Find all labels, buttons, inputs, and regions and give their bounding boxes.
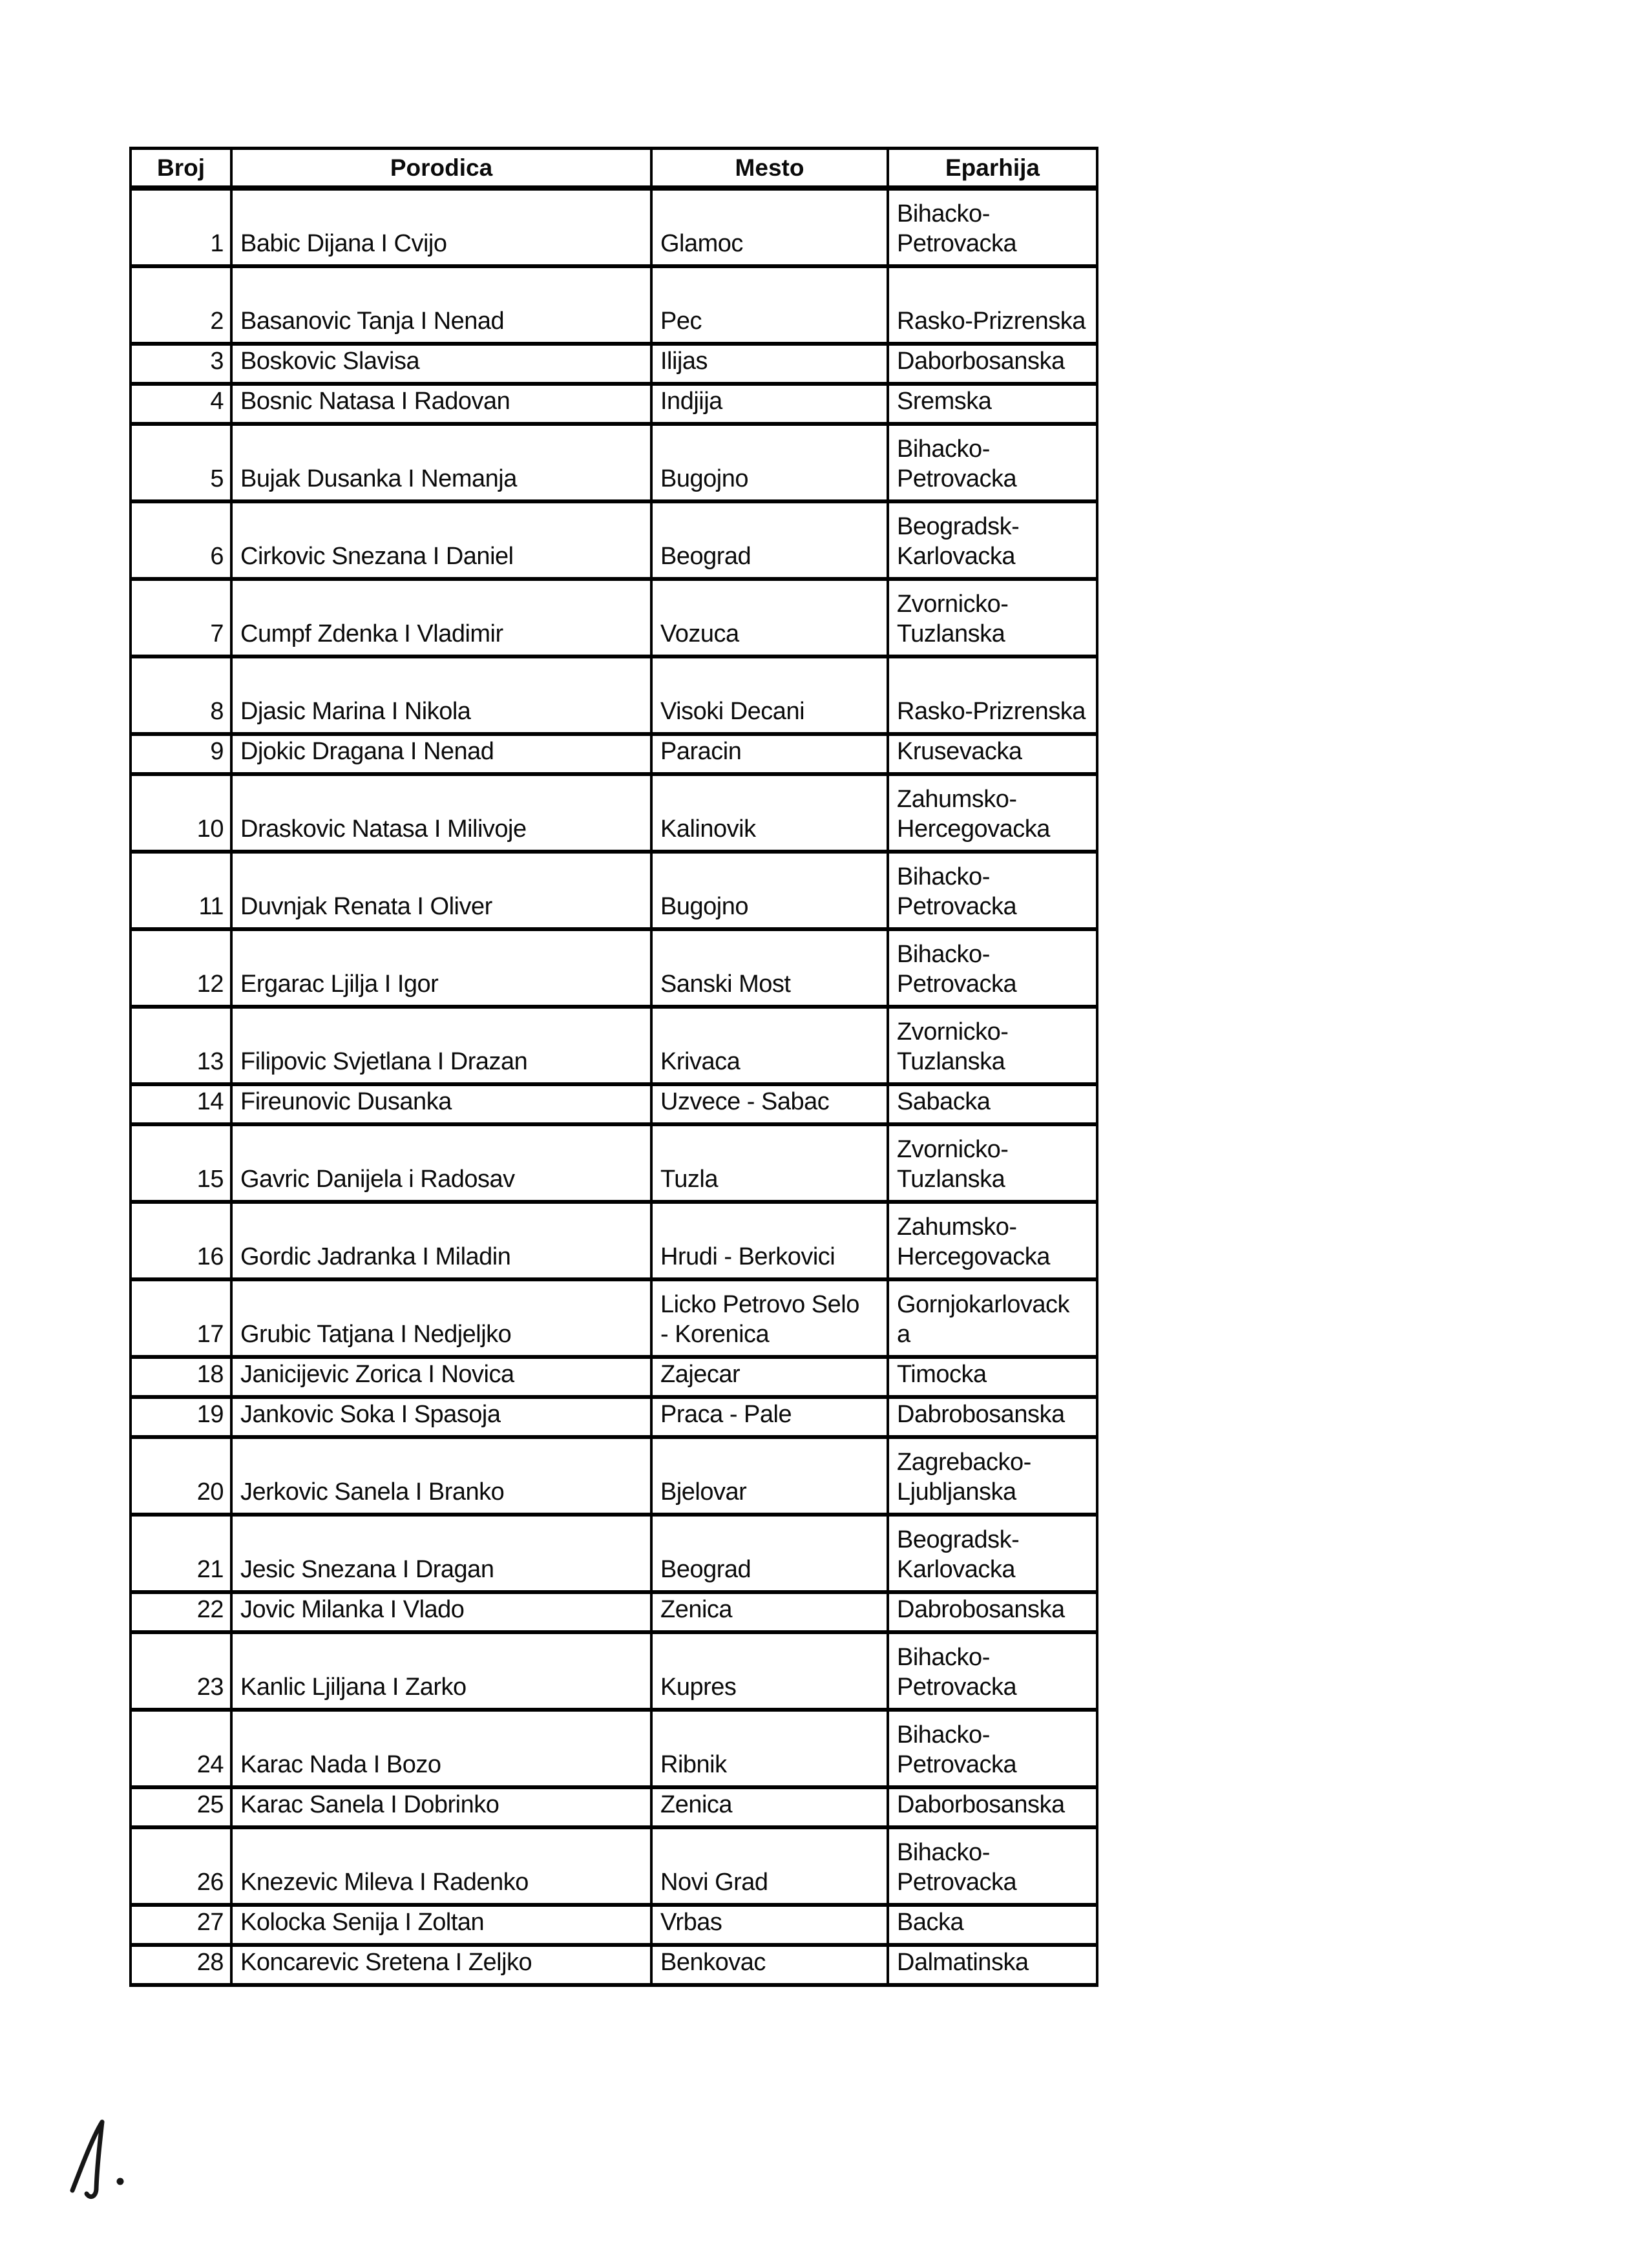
- cell-eparhija: [887, 346, 1096, 382]
- eparchy-line: Zahumsko-: [897, 1213, 1017, 1241]
- table-row: [132, 776, 1096, 854]
- eparchy-line: Ljubljanska: [897, 1478, 1016, 1506]
- cell-porodica: [230, 1712, 650, 1785]
- cell-broj: [132, 1829, 230, 1903]
- eparchy-line: Beogradsk-: [897, 1526, 1020, 1553]
- cell-porodica: [230, 1359, 650, 1395]
- cell-broj: [132, 1009, 230, 1082]
- cell-mesto: [650, 1359, 887, 1395]
- family-name: Jovic Milanka I Vlado: [240, 1596, 465, 1623]
- eparchy-line: Bihacko-: [897, 1721, 990, 1748]
- header-row: [132, 150, 1096, 191]
- cell-eparhija: [887, 426, 1096, 499]
- place-line: Bjelovar: [660, 1478, 747, 1506]
- cell-porodica: [230, 1907, 650, 1943]
- cell-mesto: [650, 268, 887, 342]
- cell-mesto: [650, 1712, 887, 1785]
- cell-eparhija: [887, 581, 1096, 655]
- cell-mesto: [650, 581, 887, 655]
- family-name: Ergarac Ljilja I Igor: [240, 971, 439, 998]
- place-line: Sanski Most: [660, 971, 791, 998]
- place-line: Benkovac: [660, 1949, 766, 1976]
- cell-eparhija: [887, 1009, 1096, 1082]
- place-line: Ribnik: [660, 1751, 727, 1778]
- cell-mesto: [650, 1789, 887, 1825]
- family-name: Koncarevic Sretena I Zeljko: [240, 1949, 532, 1976]
- row-number: 26: [196, 1869, 224, 1896]
- family-name: Draskovic Natasa I Milivoje: [240, 815, 527, 843]
- row-number: 12: [196, 971, 224, 998]
- table-row: [132, 658, 1096, 736]
- family-name: Kanlic Ljiljana I Zarko: [240, 1674, 467, 1701]
- cell-porodica: [230, 1281, 650, 1355]
- family-name: Fireunovic Dusanka: [240, 1088, 452, 1115]
- column-header-porodica: Porodica: [230, 150, 650, 185]
- cell-mesto: [650, 1126, 887, 1200]
- roster-table: [129, 147, 1098, 1987]
- cell-broj: [132, 581, 230, 655]
- cell-mesto: [650, 1829, 887, 1903]
- eparchy-line: Dalmatinska: [897, 1949, 1029, 1976]
- cell-broj: [132, 736, 230, 772]
- cell-porodica: [230, 1634, 650, 1708]
- cell-eparhija: [887, 1359, 1096, 1395]
- cell-mesto: [650, 386, 887, 422]
- cell-broj: [132, 191, 230, 264]
- place-line: Beograd: [660, 543, 751, 570]
- table-row: [132, 1204, 1096, 1281]
- cell-porodica: [230, 931, 650, 1005]
- cell-eparhija: [887, 736, 1096, 772]
- cell-porodica: [230, 1439, 650, 1513]
- family-name: Jesic Snezana I Dragan: [240, 1556, 494, 1583]
- cell-mesto: [650, 854, 887, 927]
- cell-eparhija: [887, 1712, 1096, 1785]
- cell-mesto: [650, 346, 887, 382]
- cell-eparhija: [887, 1829, 1096, 1903]
- cell-broj: [132, 1712, 230, 1785]
- cell-broj: [132, 1281, 230, 1355]
- eparchy-line: Karlovacka: [897, 543, 1015, 570]
- eparchy-line: Beogradsk-: [897, 513, 1020, 540]
- cell-mesto: [650, 1399, 887, 1435]
- cell-broj: [132, 1634, 230, 1708]
- cell-eparhija: [887, 1439, 1096, 1513]
- eparchy-line: Zahumsko-: [897, 786, 1017, 813]
- place-line: Licko Petrovo Selo: [660, 1291, 859, 1318]
- eparchy-line: Rasko-Prizrenska: [897, 698, 1086, 725]
- table-row: [132, 346, 1096, 386]
- cell-mesto: [650, 658, 887, 732]
- table-row: [132, 191, 1096, 268]
- cell-broj: [132, 1517, 230, 1590]
- family-name: Jankovic Soka I Spasoja: [240, 1401, 501, 1428]
- row-number: 18: [196, 1361, 224, 1388]
- cell-broj: [132, 1399, 230, 1435]
- cell-porodica: [230, 503, 650, 577]
- cell-porodica: [230, 1204, 650, 1277]
- eparchy-line: Petrovacka: [897, 1674, 1017, 1701]
- cell-mesto: [650, 776, 887, 850]
- cell-porodica: [230, 386, 650, 422]
- cell-broj: [132, 1789, 230, 1825]
- cell-mesto: [650, 1907, 887, 1943]
- cell-porodica: [230, 1009, 650, 1082]
- eparchy-line: Tuzlanska: [897, 620, 1005, 647]
- cell-porodica: [230, 426, 650, 499]
- cell-porodica: [230, 1086, 650, 1122]
- cell-porodica: [230, 1947, 650, 1983]
- row-number: 22: [196, 1596, 224, 1623]
- cell-eparhija: [887, 658, 1096, 732]
- cell-broj: [132, 1126, 230, 1200]
- cell-porodica: [230, 1829, 650, 1903]
- table-row: [132, 736, 1096, 776]
- cell-mesto: [650, 1594, 887, 1630]
- table-row: [132, 1789, 1096, 1829]
- eparchy-line: Petrovacka: [897, 893, 1017, 920]
- cell-mesto: [650, 1086, 887, 1122]
- cell-mesto: [650, 1439, 887, 1513]
- row-number: 15: [196, 1166, 224, 1193]
- table-row: [132, 1947, 1096, 1987]
- table-row: [132, 1907, 1096, 1947]
- row-number: 17: [196, 1321, 224, 1348]
- table-row: [132, 1086, 1096, 1126]
- cell-broj: [132, 268, 230, 342]
- cell-broj: [132, 776, 230, 850]
- cell-eparhija: [887, 191, 1096, 264]
- cell-mesto: [650, 931, 887, 1005]
- row-number: 2: [210, 308, 224, 335]
- eparchy-line: Hercegovacka: [897, 1243, 1050, 1270]
- cell-broj: [132, 386, 230, 422]
- row-number: 13: [196, 1048, 224, 1075]
- family-name: Boskovic Slavisa: [240, 348, 420, 375]
- column-header-broj: Broj: [157, 154, 205, 181]
- place-line: Hrudi - Berkovici: [660, 1243, 835, 1270]
- cell-eparhija: [887, 1399, 1096, 1435]
- place-line: Zajecar: [660, 1361, 740, 1388]
- place-line: Praca - Pale: [660, 1401, 792, 1428]
- cell-mesto: [650, 736, 887, 772]
- eparchy-line: Sremska: [897, 388, 992, 415]
- cell-mesto: [650, 1281, 887, 1355]
- family-name: Cirkovic Snezana I Daniel: [240, 543, 514, 570]
- table-row: [132, 426, 1096, 503]
- family-name: Duvnjak Renata I Oliver: [240, 893, 492, 920]
- place-line: Pec: [660, 308, 702, 335]
- cell-porodica: [230, 268, 650, 342]
- place-line: Kalinovik: [660, 815, 756, 843]
- cell-eparhija: [887, 931, 1096, 1005]
- row-number: 4: [210, 388, 224, 415]
- eparchy-line: Petrovacka: [897, 230, 1017, 257]
- family-name: Basanovic Tanja I Nenad: [240, 308, 505, 335]
- eparchy-line: Bihacko-: [897, 436, 990, 463]
- eparchy-line: Karlovacka: [897, 1556, 1015, 1583]
- eparchy-line: Dabrobosanska: [897, 1401, 1065, 1428]
- cell-eparhija: [887, 1204, 1096, 1277]
- place-line: Bugojno: [660, 465, 748, 492]
- eparchy-line: Zvornicko-: [897, 1018, 1009, 1045]
- family-name: Babic Dijana I Cvijo: [240, 230, 447, 257]
- eparchy-line: Sabacka: [897, 1088, 991, 1115]
- place-line: Indjija: [660, 388, 722, 415]
- eparchy-line: Petrovacka: [897, 1869, 1017, 1896]
- cell-eparhija: [887, 1281, 1096, 1355]
- family-name: Knezevic Mileva I Radenko: [240, 1869, 529, 1896]
- eparchy-line: Zvornicko-: [897, 591, 1009, 618]
- row-number: 28: [196, 1949, 224, 1976]
- cell-broj: [132, 1907, 230, 1943]
- eparchy-line: Bihacko-: [897, 941, 990, 968]
- place-line: Vozuca: [660, 620, 739, 647]
- cell-eparhija: [887, 503, 1096, 577]
- row-number: 9: [210, 738, 224, 765]
- cell-porodica: [230, 1594, 650, 1630]
- row-number: 8: [210, 698, 224, 725]
- row-number: 7: [210, 620, 224, 647]
- eparchy-line: Tuzlanska: [897, 1166, 1005, 1193]
- cell-eparhija: [887, 1594, 1096, 1630]
- table-row: [132, 1359, 1096, 1399]
- family-name: Karac Sanela I Dobrinko: [240, 1791, 499, 1818]
- row-number: 16: [196, 1243, 224, 1270]
- cell-eparhija: [887, 1086, 1096, 1122]
- row-number: 19: [196, 1401, 224, 1428]
- row-number: 6: [210, 543, 224, 570]
- eparchy-line: a: [897, 1321, 910, 1348]
- cell-mesto: [650, 1204, 887, 1277]
- family-name: Gordic Jadranka I Miladin: [240, 1243, 511, 1270]
- cell-porodica: [230, 658, 650, 732]
- place-line: Glamoc: [660, 230, 743, 257]
- family-name: Grubic Tatjana I Nedjeljko: [240, 1321, 512, 1348]
- family-name: Kolocka Senija I Zoltan: [240, 1909, 485, 1936]
- cell-eparhija: [887, 776, 1096, 850]
- table-row: [132, 1712, 1096, 1789]
- row-number: 3: [210, 348, 224, 375]
- cell-broj: [132, 1439, 230, 1513]
- eparchy-line: Daborbosanska: [897, 1791, 1065, 1818]
- family-name: Djokic Dragana I Nenad: [240, 738, 494, 765]
- table-row: [132, 503, 1096, 581]
- family-name: Filipovic Svjetlana I Drazan: [240, 1048, 528, 1075]
- eparchy-line: Petrovacka: [897, 465, 1017, 492]
- eparchy-line: Petrovacka: [897, 1751, 1017, 1778]
- cell-eparhija: [887, 1517, 1096, 1590]
- cell-mesto: [650, 1517, 887, 1590]
- eparchy-line: Hercegovacka: [897, 815, 1050, 843]
- table-row: [132, 1594, 1096, 1634]
- eparchy-line: Krusevacka: [897, 738, 1022, 765]
- eparchy-line: Tuzlanska: [897, 1048, 1005, 1075]
- eparchy-line: Zagrebacko-: [897, 1449, 1031, 1476]
- cell-eparhija: [887, 1789, 1096, 1825]
- place-line: Vrbas: [660, 1909, 722, 1936]
- table-row: [132, 268, 1096, 346]
- place-line: Tuzla: [660, 1166, 719, 1193]
- cell-porodica: [230, 1126, 650, 1200]
- cell-mesto: [650, 1947, 887, 1983]
- place-line: Visoki Decani: [660, 698, 805, 725]
- place-line: - Korenica: [660, 1321, 770, 1348]
- cell-porodica: [230, 854, 650, 927]
- table-row: [132, 1009, 1096, 1086]
- cell-porodica: [230, 346, 650, 382]
- family-name: Jerkovic Sanela I Branko: [240, 1478, 505, 1506]
- row-number: 14: [196, 1088, 224, 1115]
- eparchy-line: Rasko-Prizrenska: [897, 308, 1086, 335]
- table-row: [132, 1829, 1096, 1907]
- cell-broj: [132, 1086, 230, 1122]
- cell-mesto: [650, 426, 887, 499]
- table-row: [132, 1126, 1096, 1204]
- eparchy-line: Bihacko-: [897, 1644, 990, 1671]
- row-number: 23: [196, 1674, 224, 1701]
- cell-eparhija: [887, 268, 1096, 342]
- cell-broj: [132, 931, 230, 1005]
- place-line: Zenica: [660, 1596, 733, 1623]
- table-row: [132, 1517, 1096, 1594]
- cell-broj: [132, 346, 230, 382]
- place-line: Bugojno: [660, 893, 748, 920]
- row-number: 27: [196, 1909, 224, 1936]
- table-row: [132, 581, 1096, 658]
- place-line: Ilijas: [660, 348, 708, 375]
- table-row: [132, 1634, 1096, 1712]
- place-line: Krivaca: [660, 1048, 740, 1075]
- cell-porodica: [230, 1399, 650, 1435]
- cell-eparhija: [887, 1907, 1096, 1943]
- eparchy-line: Dabrobosanska: [897, 1596, 1065, 1623]
- table-row: [132, 931, 1096, 1009]
- eparchy-line: Bihacko-: [897, 863, 990, 890]
- family-name: Djasic Marina I Nikola: [240, 698, 471, 725]
- eparchy-line: Bihacko-: [897, 1839, 990, 1866]
- column-header-mesto: Mesto: [650, 150, 887, 185]
- cell-porodica: [230, 1789, 650, 1825]
- cell-broj: [132, 854, 230, 927]
- family-name: Gavric Danijela i Radosav: [240, 1166, 515, 1193]
- cell-broj: [132, 1947, 230, 1983]
- place-line: Beograd: [660, 1556, 751, 1583]
- row-number: 21: [196, 1556, 224, 1583]
- family-name: Karac Nada I Bozo: [240, 1751, 441, 1778]
- cell-porodica: [230, 736, 650, 772]
- family-name: Janicijevic Zorica I Novica: [240, 1361, 514, 1388]
- cell-eparhija: [887, 854, 1096, 927]
- eparchy-line: Gornjokarlovack: [897, 1291, 1070, 1318]
- table-row: [132, 1399, 1096, 1439]
- place-line: Zenica: [660, 1791, 733, 1818]
- cell-broj: [132, 426, 230, 499]
- cell-eparhija: [887, 386, 1096, 422]
- place-line: Novi Grad: [660, 1869, 768, 1896]
- table-row: [132, 386, 1096, 426]
- cell-mesto: [650, 1009, 887, 1082]
- cell-porodica: [230, 776, 650, 850]
- eparchy-line: Timocka: [897, 1361, 987, 1388]
- place-line: Paracin: [660, 738, 742, 765]
- row-number: 25: [196, 1791, 224, 1818]
- row-number: 5: [210, 465, 224, 492]
- row-number: 24: [196, 1751, 224, 1778]
- family-name: Bosnic Natasa I Radovan: [240, 388, 510, 415]
- cell-eparhija: [887, 1126, 1096, 1200]
- cell-eparhija: [887, 1947, 1096, 1983]
- table-row: [132, 854, 1096, 931]
- column-header-eparhija: Eparhija: [887, 150, 1096, 185]
- row-number: 1: [210, 230, 224, 257]
- eparchy-line: Petrovacka: [897, 971, 1017, 998]
- handwritten-page-number: [65, 2114, 129, 2208]
- row-number: 10: [196, 815, 224, 843]
- place-line: Kupres: [660, 1674, 737, 1701]
- cell-broj: [132, 658, 230, 732]
- cell-porodica: [230, 191, 650, 264]
- place-line: Uzvece - Sabac: [660, 1088, 830, 1115]
- cell-eparhija: [887, 1634, 1096, 1708]
- eparchy-line: Daborbosanska: [897, 348, 1065, 375]
- cell-broj: [132, 1204, 230, 1277]
- cell-porodica: [230, 581, 650, 655]
- cell-broj: [132, 1594, 230, 1630]
- family-name: Cumpf Zdenka I Vladimir: [240, 620, 503, 647]
- cell-mesto: [650, 191, 887, 264]
- family-name: Bujak Dusanka I Nemanja: [240, 465, 517, 492]
- table-row: [132, 1281, 1096, 1359]
- eparchy-line: Zvornicko-: [897, 1136, 1009, 1163]
- cell-mesto: [650, 503, 887, 577]
- table-row: [132, 1439, 1096, 1517]
- cell-broj: [132, 503, 230, 577]
- eparchy-line: Backa: [897, 1909, 964, 1936]
- cell-broj: [132, 1359, 230, 1395]
- row-number: 20: [196, 1478, 224, 1506]
- cell-porodica: [230, 1517, 650, 1590]
- cell-mesto: [650, 1634, 887, 1708]
- eparchy-line: Bihacko-: [897, 200, 990, 227]
- row-number: 11: [198, 893, 224, 920]
